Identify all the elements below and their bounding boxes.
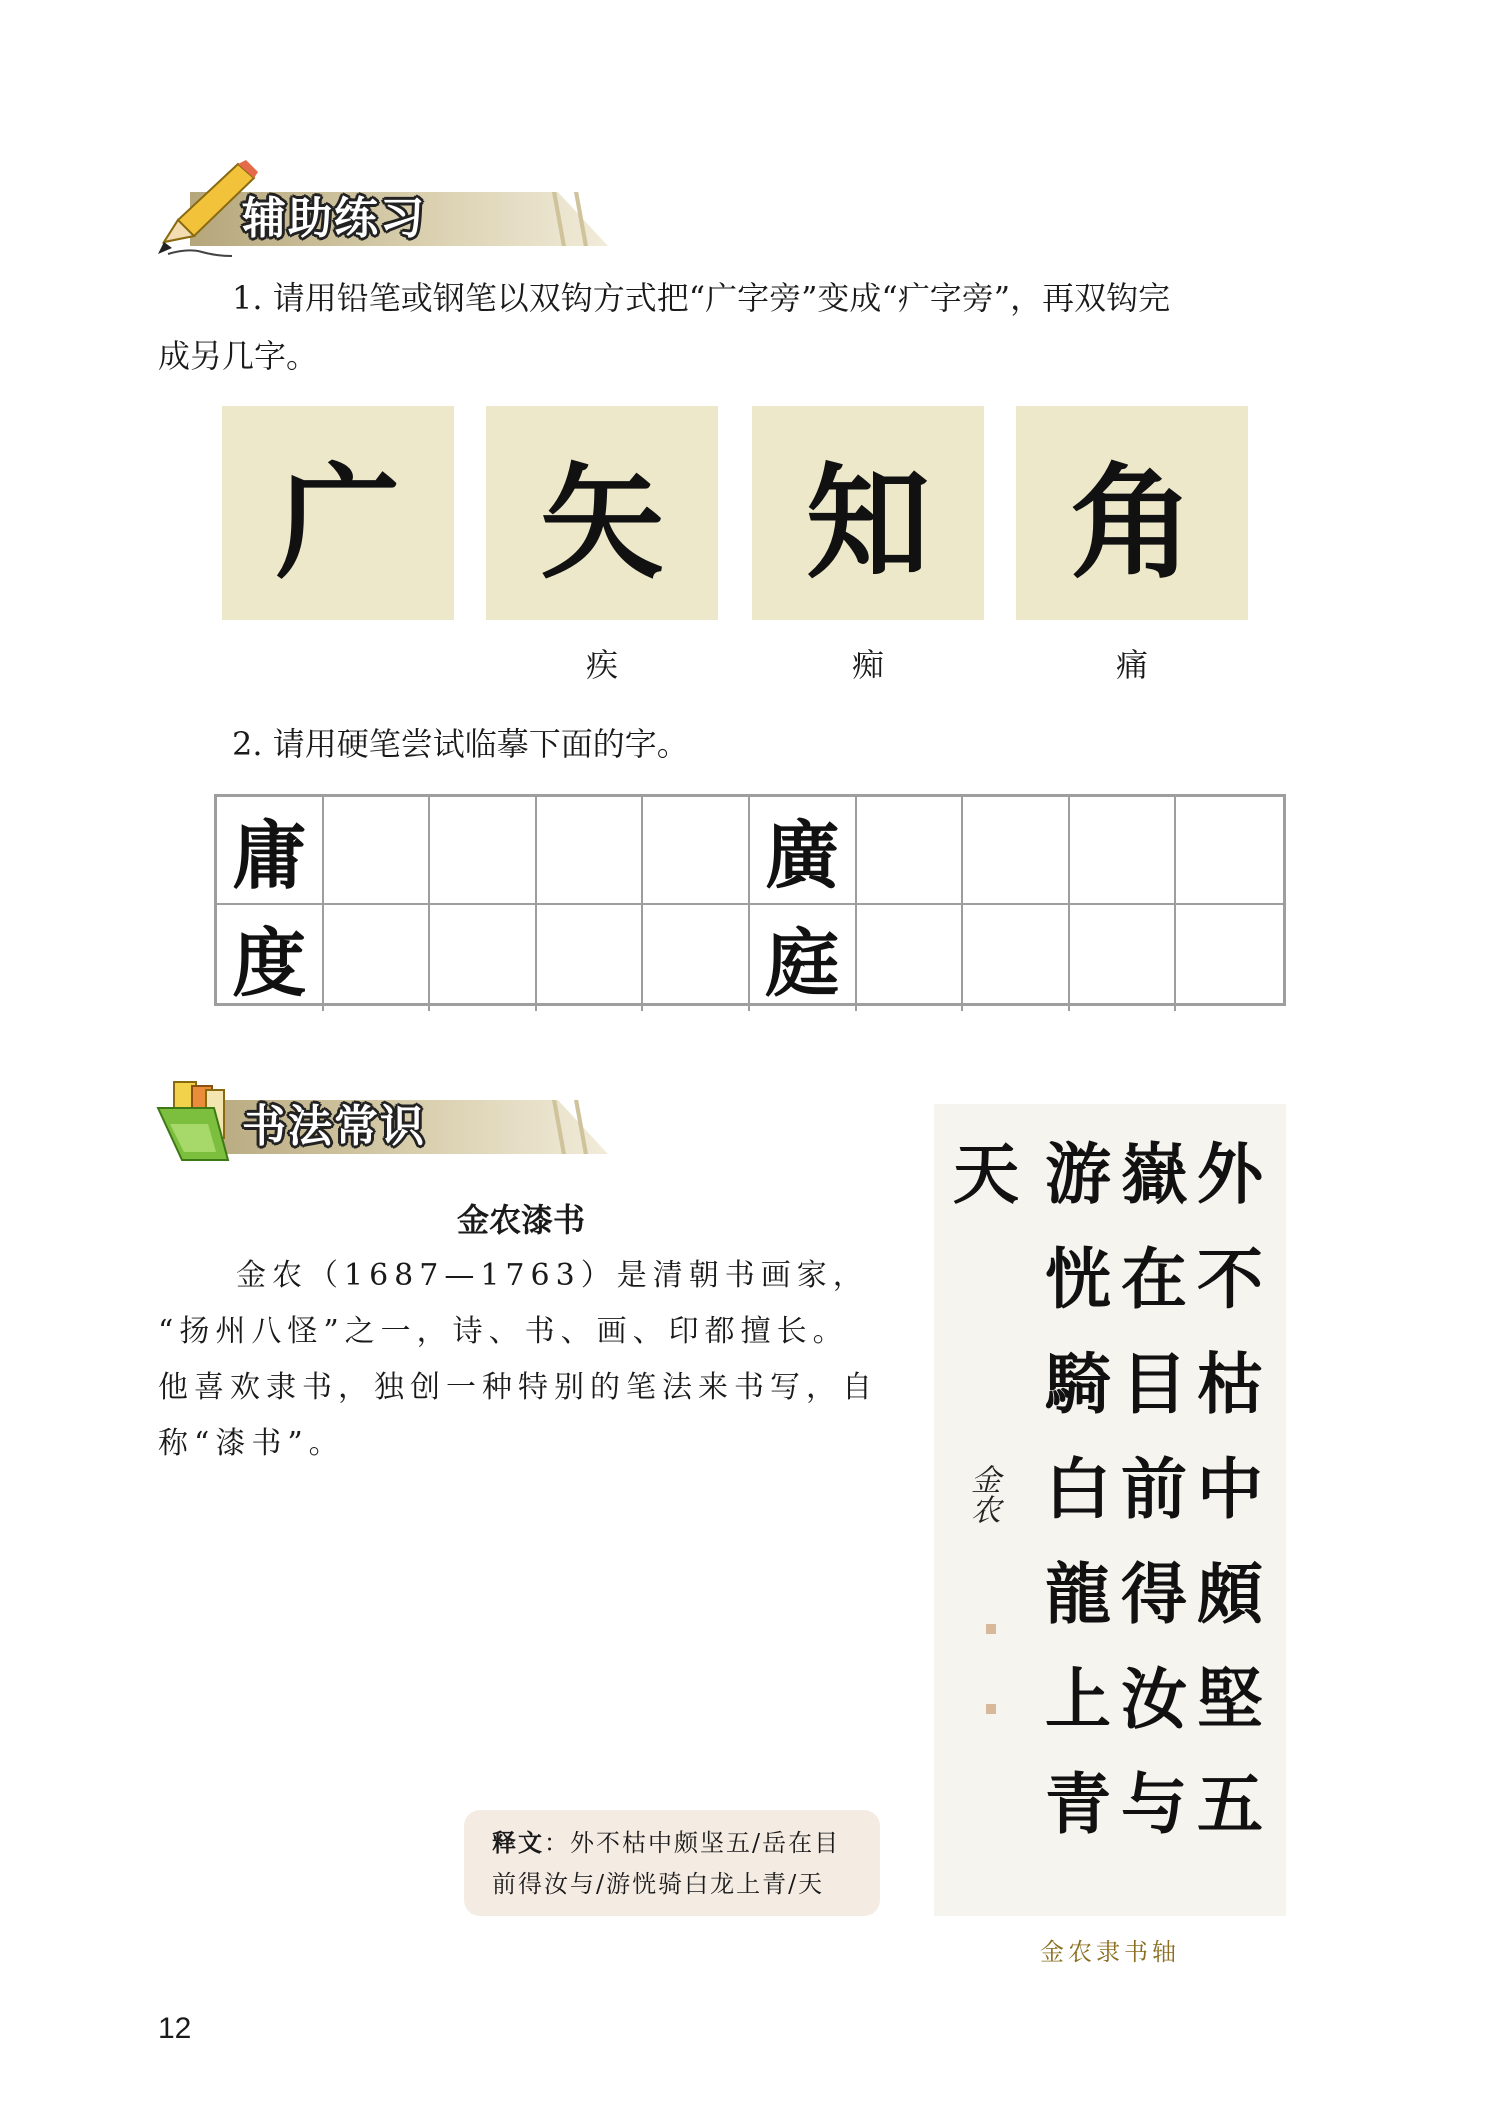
scroll-character: 目	[1121, 1346, 1187, 1423]
scroll-character: 游	[1045, 1136, 1111, 1213]
scroll-character: 枯	[1197, 1346, 1263, 1423]
article-heading: 金农漆书	[456, 1201, 585, 1239]
grid-cell[interactable]	[537, 905, 644, 1011]
scroll-character: 上	[1045, 1661, 1111, 1738]
practice-grid	[214, 794, 1286, 1006]
grid-cell[interactable]	[324, 905, 431, 1011]
calligraphy-scroll-image	[934, 1104, 1286, 1916]
grid-cell[interactable]	[430, 797, 537, 905]
exercise-1-line1: 1. 请用铅笔或钢笔以双钩方式把“广字旁”变成“疒字旁”，再双钩完	[232, 279, 1171, 317]
scroll-character: 天	[953, 1136, 1019, 1213]
scroll-column	[1198, 1122, 1262, 1857]
exercise-1-line2: 成另几字。	[158, 337, 319, 375]
note-text: ：外不枯中颇坚五/岳在目前得汝与/游恍骑白龙上青/天	[492, 1829, 841, 1898]
scroll-character: 在	[1121, 1241, 1187, 1318]
grid-cell[interactable]	[643, 797, 750, 905]
exercise-2: 2. 请用硬笔尝试临摹下面的字。	[232, 725, 689, 763]
calligraphy-tile: 知	[752, 406, 984, 620]
scroll-column	[954, 1122, 1018, 1227]
scroll-caption: 金农隶书轴	[1040, 1938, 1180, 1966]
section-title: 书法常识	[242, 1101, 426, 1152]
calligraphy-tile: 广	[222, 406, 454, 620]
scroll-character: 前	[1121, 1451, 1187, 1528]
scroll-character: 得	[1121, 1556, 1187, 1633]
book-folder-icon	[152, 1078, 236, 1164]
grid-cell[interactable]	[963, 797, 1070, 905]
scroll-character: 汝	[1121, 1661, 1187, 1738]
scroll-character: 白	[1045, 1451, 1111, 1528]
article-body-line: 他喜欢隶书，独创一种特别的笔法来书写，自	[158, 1370, 878, 1405]
calligraphy-tile: 矢	[486, 406, 718, 620]
grid-cell[interactable]	[1070, 797, 1177, 905]
scroll-character: 騎	[1045, 1346, 1111, 1423]
section-title: 辅助练习	[242, 193, 426, 244]
scroll-column	[1046, 1122, 1110, 1857]
seal-mark	[986, 1704, 996, 1714]
scroll-character: 青	[1045, 1766, 1111, 1843]
calligraphy-tile: 角	[1016, 406, 1248, 620]
tile-caption: 疾	[585, 646, 618, 684]
page-number: 12	[158, 2012, 192, 2045]
article-body-line: “扬州八怪”之一，诗、书、画、印都擅长。	[158, 1314, 849, 1349]
translation-note	[464, 1810, 880, 1916]
article-body-line: 金农（1687—1763）是清朝书画家，	[200, 1258, 869, 1293]
grid-cell[interactable]	[857, 905, 964, 1011]
grid-cell[interactable]	[324, 797, 431, 905]
grid-cell[interactable]	[1176, 905, 1283, 1011]
scroll-character: 与	[1121, 1766, 1187, 1843]
scroll-character: 外	[1197, 1136, 1263, 1213]
grid-cell[interactable]	[430, 905, 537, 1011]
scroll-column	[1122, 1122, 1186, 1857]
grid-cell-model: 廣	[750, 797, 857, 905]
scroll-character: 恍	[1045, 1241, 1111, 1318]
scroll-character: 五	[1197, 1766, 1263, 1843]
signature: 金农	[965, 1464, 1000, 1524]
article-body	[158, 1248, 884, 1472]
scroll-character: 中	[1197, 1451, 1263, 1528]
scroll-character: 龍	[1045, 1556, 1111, 1633]
scroll-character: 不	[1197, 1241, 1263, 1318]
grid-cell[interactable]	[963, 905, 1070, 1011]
grid-cell[interactable]	[1070, 905, 1177, 1011]
tile-caption: 痴	[851, 646, 884, 684]
tile-caption: 痛	[1115, 646, 1148, 684]
section-banner-practice	[150, 188, 610, 254]
scroll-character: 堅	[1197, 1661, 1263, 1738]
scroll-character: 嶽	[1121, 1136, 1187, 1213]
scroll-character: 頗	[1197, 1556, 1263, 1633]
section-banner-knowledge	[150, 1096, 610, 1162]
grid-cell[interactable]	[643, 905, 750, 1011]
grid-cell-model: 庭	[750, 905, 857, 1011]
grid-cell-model: 庸	[217, 797, 324, 905]
seal-mark	[986, 1624, 996, 1634]
article-body-line: 称“漆书”。	[158, 1426, 345, 1461]
grid-cell[interactable]	[537, 797, 644, 905]
note-label: 释文	[492, 1828, 544, 1857]
grid-cell[interactable]	[857, 797, 964, 905]
grid-cell[interactable]	[1176, 797, 1283, 905]
grid-cell-model: 度	[217, 905, 324, 1011]
